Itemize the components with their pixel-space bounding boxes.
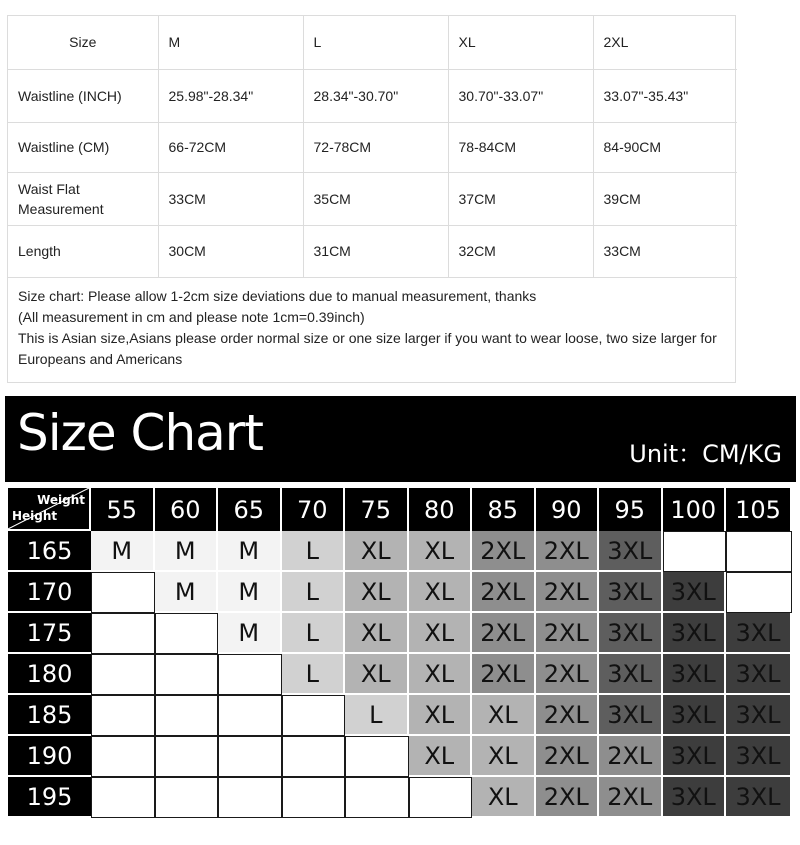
size-cell: L xyxy=(282,572,346,613)
measurement-table xyxy=(7,15,736,383)
note-line: This is Asian size,Asians please order normal size or one size larger if you want to wear loose, two size larger for Europeans and Americans xyxy=(18,329,717,367)
empty-cell xyxy=(155,777,219,818)
size-cell: 3XL xyxy=(663,572,727,613)
size-cell: 2XL xyxy=(599,736,663,777)
size-cell: 2XL xyxy=(472,613,536,654)
size-cell: M xyxy=(218,613,282,654)
empty-cell xyxy=(155,613,219,654)
size-cell: XL xyxy=(472,777,536,818)
size-cell: 3XL xyxy=(663,613,727,654)
size-cell: XL xyxy=(409,572,473,613)
empty-cell xyxy=(726,572,792,613)
weight-header-95: 95 xyxy=(599,488,663,531)
size-cell: XL xyxy=(345,613,409,654)
empty-cell xyxy=(345,736,409,777)
size-cell: 3XL xyxy=(663,695,727,736)
row-label: Waistline (CM) xyxy=(8,122,158,172)
size-cell: 3XL xyxy=(599,654,663,695)
size-cell: XL xyxy=(345,572,409,613)
size-chart-title: Size Chart xyxy=(17,404,263,462)
table-cell: 78-84CM xyxy=(448,122,593,172)
height-header-165: 165 xyxy=(8,531,91,572)
size-cell: 3XL xyxy=(726,695,792,736)
empty-cell xyxy=(726,531,792,572)
weight-header-85: 85 xyxy=(472,488,536,531)
size-cell: 2XL xyxy=(536,695,600,736)
size-cell: L xyxy=(345,695,409,736)
table-cell: 30.70"-33.07" xyxy=(448,69,593,122)
size-cell: XL xyxy=(345,531,409,572)
weight-axis-label: Weight xyxy=(37,493,85,507)
size-cell: M xyxy=(91,531,155,572)
size-l-header: L xyxy=(303,16,448,69)
size-cell: 2XL xyxy=(472,654,536,695)
size-cell: XL xyxy=(472,695,536,736)
weight-header-55: 55 xyxy=(91,488,155,531)
height-header-175: 175 xyxy=(8,613,91,654)
note-line: (All measurement in cm and please note 1cm=0.39inch) xyxy=(18,308,365,325)
table-cell: 66-72CM xyxy=(158,122,303,172)
size-cell: XL xyxy=(409,654,473,695)
table-cell: 30CM xyxy=(158,225,303,277)
size-cell: 2XL xyxy=(599,777,663,818)
size-cell: 3XL xyxy=(599,695,663,736)
size-cell: 3XL xyxy=(726,613,792,654)
empty-cell xyxy=(218,654,282,695)
size-cell: L xyxy=(282,613,346,654)
empty-cell xyxy=(155,695,219,736)
height-header-180: 180 xyxy=(8,654,91,695)
size-chart-banner xyxy=(5,396,796,482)
size-cell: M xyxy=(218,531,282,572)
table-cell: 72-78CM xyxy=(303,122,448,172)
table-row xyxy=(8,122,737,172)
size-cell: 2XL xyxy=(536,654,600,695)
empty-cell xyxy=(218,777,282,818)
weight-header-75: 75 xyxy=(345,488,409,531)
size-cell: XL xyxy=(409,736,473,777)
table-row xyxy=(8,225,737,277)
size-cell: 3XL xyxy=(663,654,727,695)
table-cell: 32CM xyxy=(448,225,593,277)
weight-header-105: 105 xyxy=(726,488,792,531)
weight-header-80: 80 xyxy=(409,488,473,531)
size-cell: XL xyxy=(409,613,473,654)
size-cell: 2XL xyxy=(536,613,600,654)
empty-cell xyxy=(91,695,155,736)
table-cell: 31CM xyxy=(303,225,448,277)
empty-cell xyxy=(409,777,473,818)
size-header: Size xyxy=(8,16,158,69)
size-cell: 3XL xyxy=(599,613,663,654)
table-cell: 37CM xyxy=(448,172,593,225)
table-row xyxy=(8,69,737,122)
size-cell: XL xyxy=(345,654,409,695)
size-cell: XL xyxy=(409,695,473,736)
size-cell: 2XL xyxy=(536,736,600,777)
size-m-header: M xyxy=(158,16,303,69)
empty-cell xyxy=(155,654,219,695)
weight-height-corner xyxy=(8,488,91,531)
size-cell: 2XL xyxy=(472,531,536,572)
weight-header-65: 65 xyxy=(218,488,282,531)
size-xl-header: XL xyxy=(448,16,593,69)
table-cell: 39CM xyxy=(593,172,737,225)
size-cell: L xyxy=(282,531,346,572)
empty-cell xyxy=(282,736,346,777)
table-header-row xyxy=(8,16,737,69)
table-cell: 25.98"-28.34" xyxy=(158,69,303,122)
height-header-185: 185 xyxy=(8,695,91,736)
empty-cell xyxy=(218,736,282,777)
weight-header-90: 90 xyxy=(536,488,600,531)
size-cell: XL xyxy=(472,736,536,777)
weight-header-70: 70 xyxy=(282,488,346,531)
height-header-195: 195 xyxy=(8,777,91,818)
measurement-grid xyxy=(8,16,737,278)
empty-cell xyxy=(282,777,346,818)
table-cell: 33.07"-35.43" xyxy=(593,69,737,122)
size-chart-unit: Unit：CM/KG xyxy=(629,440,782,468)
table-cell: 33CM xyxy=(593,225,737,277)
size-cell: 2XL xyxy=(536,572,600,613)
row-label xyxy=(8,69,158,122)
row-label: Length xyxy=(8,225,158,277)
size-cell: 3XL xyxy=(663,736,727,777)
empty-cell xyxy=(155,736,219,777)
row-label-text: Waistline (INCH) xyxy=(18,87,122,104)
weight-header-100: 100 xyxy=(663,488,727,531)
size-cell: 3XL xyxy=(599,531,663,572)
empty-cell xyxy=(282,695,346,736)
empty-cell xyxy=(345,777,409,818)
empty-cell xyxy=(91,736,155,777)
size-cell: M xyxy=(218,572,282,613)
height-axis-label: Height xyxy=(12,509,58,523)
size-cell: 2XL xyxy=(472,572,536,613)
size-cell: 3XL xyxy=(726,777,792,818)
empty-cell xyxy=(91,572,155,613)
size-cell: 3XL xyxy=(599,572,663,613)
note-line: Size chart: Please allow 1-2cm size deviations due to manual measurement, thanks xyxy=(18,287,537,304)
empty-cell xyxy=(91,613,155,654)
table-cell: 84-90CM xyxy=(593,122,737,172)
row-label: Waist Flat Measurement xyxy=(8,172,158,225)
size-cell: 3XL xyxy=(726,654,792,695)
size-cell: M xyxy=(155,572,219,613)
size-cell: XL xyxy=(409,531,473,572)
height-header-170: 170 xyxy=(8,572,91,613)
size-cell: 2XL xyxy=(536,531,600,572)
table-cell: 35CM xyxy=(303,172,448,225)
empty-cell xyxy=(91,777,155,818)
table-row xyxy=(8,172,737,225)
empty-cell xyxy=(218,695,282,736)
empty-cell xyxy=(663,531,727,572)
size-cell: 2XL xyxy=(536,777,600,818)
table-cell: 28.34"-30.70" xyxy=(303,69,448,122)
height-header-190: 190 xyxy=(8,736,91,777)
size-2xl-header: 2XL xyxy=(593,16,737,69)
empty-cell xyxy=(91,654,155,695)
table-cell: 33CM xyxy=(158,172,303,225)
size-cell: M xyxy=(155,531,219,572)
size-cell: 3XL xyxy=(726,736,792,777)
size-cell: 3XL xyxy=(663,777,727,818)
size-notes xyxy=(8,278,735,378)
weight-header-60: 60 xyxy=(155,488,219,531)
size-cell: L xyxy=(282,654,346,695)
